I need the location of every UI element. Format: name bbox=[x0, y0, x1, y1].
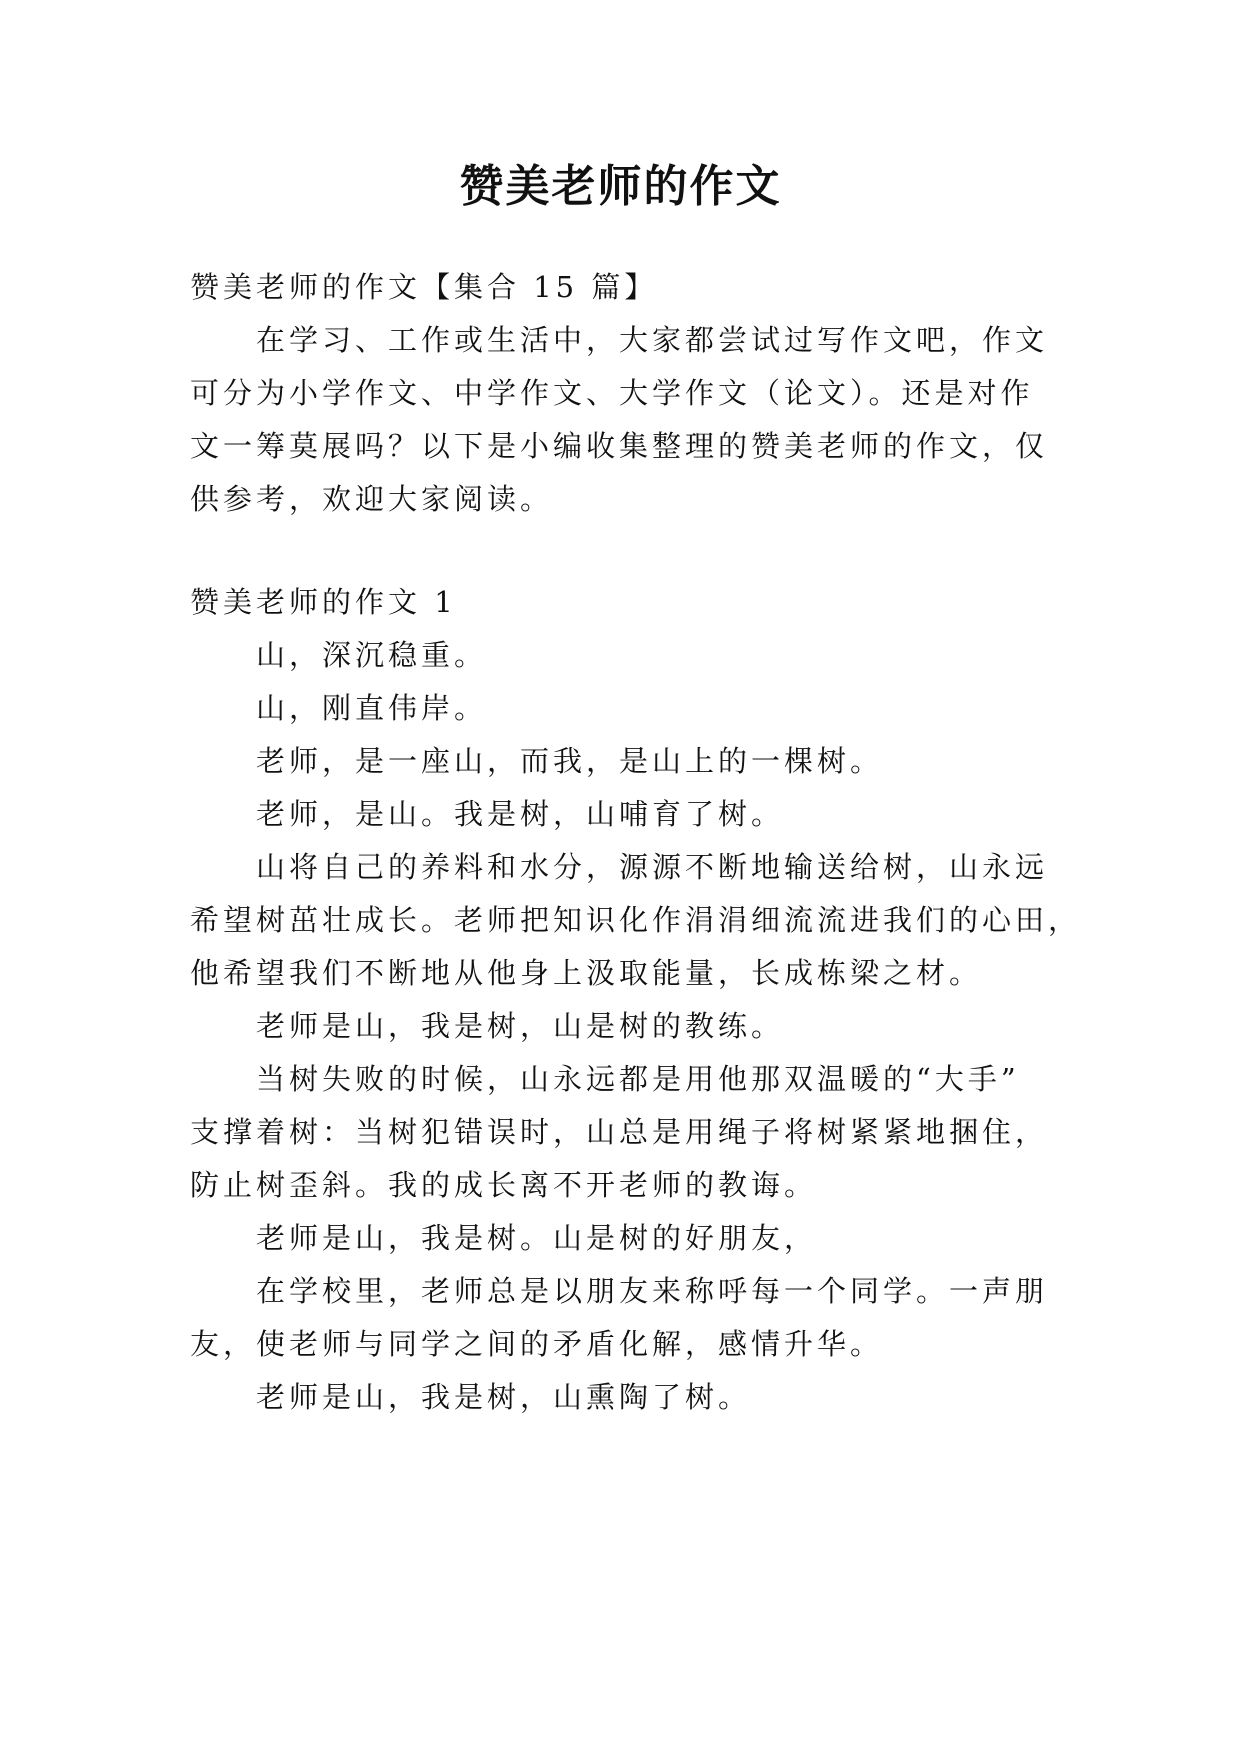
body-line: 希望树茁壮成长。老师把知识化作涓涓细流流进我们的心田， bbox=[190, 903, 1082, 937]
body-line: 山，刚直伟岸。 bbox=[256, 691, 488, 725]
body-line: 防止树歪斜。我的成长离不开老师的教诲。 bbox=[190, 1168, 818, 1202]
body-line: 老师，是一座山，而我，是山上的一棵树。 bbox=[256, 744, 884, 778]
body-line: 老师，是山。我是树，山哺育了树。 bbox=[256, 797, 785, 831]
document-title: 赞美老师的作文 bbox=[459, 161, 782, 212]
body-line: 山将自己的养料和水分，源源不断地输送给树，山永远 bbox=[256, 850, 1049, 884]
intro-line: 可分为小学作文、中学作文、大学作文（论文）。还是对作 bbox=[190, 376, 1034, 410]
body-line: 山，深沉稳重。 bbox=[256, 638, 488, 672]
intro-line: 在学习、工作或生活中，大家都尝试过写作文吧，作文 bbox=[256, 323, 1049, 357]
document-subtitle: 赞美老师的作文【集合 15 篇】 bbox=[190, 270, 658, 304]
body-line: 他希望我们不断地从他身上汲取能量，长成栋梁之材。 bbox=[190, 956, 983, 990]
section-heading: 赞美老师的作文 1 bbox=[190, 585, 457, 619]
intro-line: 供参考，欢迎大家阅读。 bbox=[190, 482, 554, 516]
body-line: 老师是山，我是树。山是树的好朋友， bbox=[256, 1221, 818, 1255]
intro-line: 文一筹莫展吗？以下是小编收集整理的赞美老师的作文，仅 bbox=[190, 429, 1049, 463]
body-line: 当树失败的时候，山永远都是用他那双温暖的“大手” bbox=[256, 1062, 1020, 1096]
body-line: 老师是山，我是树，山熏陶了树。 bbox=[256, 1380, 752, 1414]
body-line: 友，使老师与同学之间的矛盾化解，感情升华。 bbox=[190, 1327, 884, 1361]
body-line: 老师是山，我是树，山是树的教练。 bbox=[256, 1009, 785, 1043]
body-line: 在学校里，老师总是以朋友来称呼每一个同学。一声朋 bbox=[256, 1274, 1049, 1308]
body-line: 支撑着树：当树犯错误时，山总是用绳子将树紧紧地捆住， bbox=[190, 1115, 1049, 1149]
